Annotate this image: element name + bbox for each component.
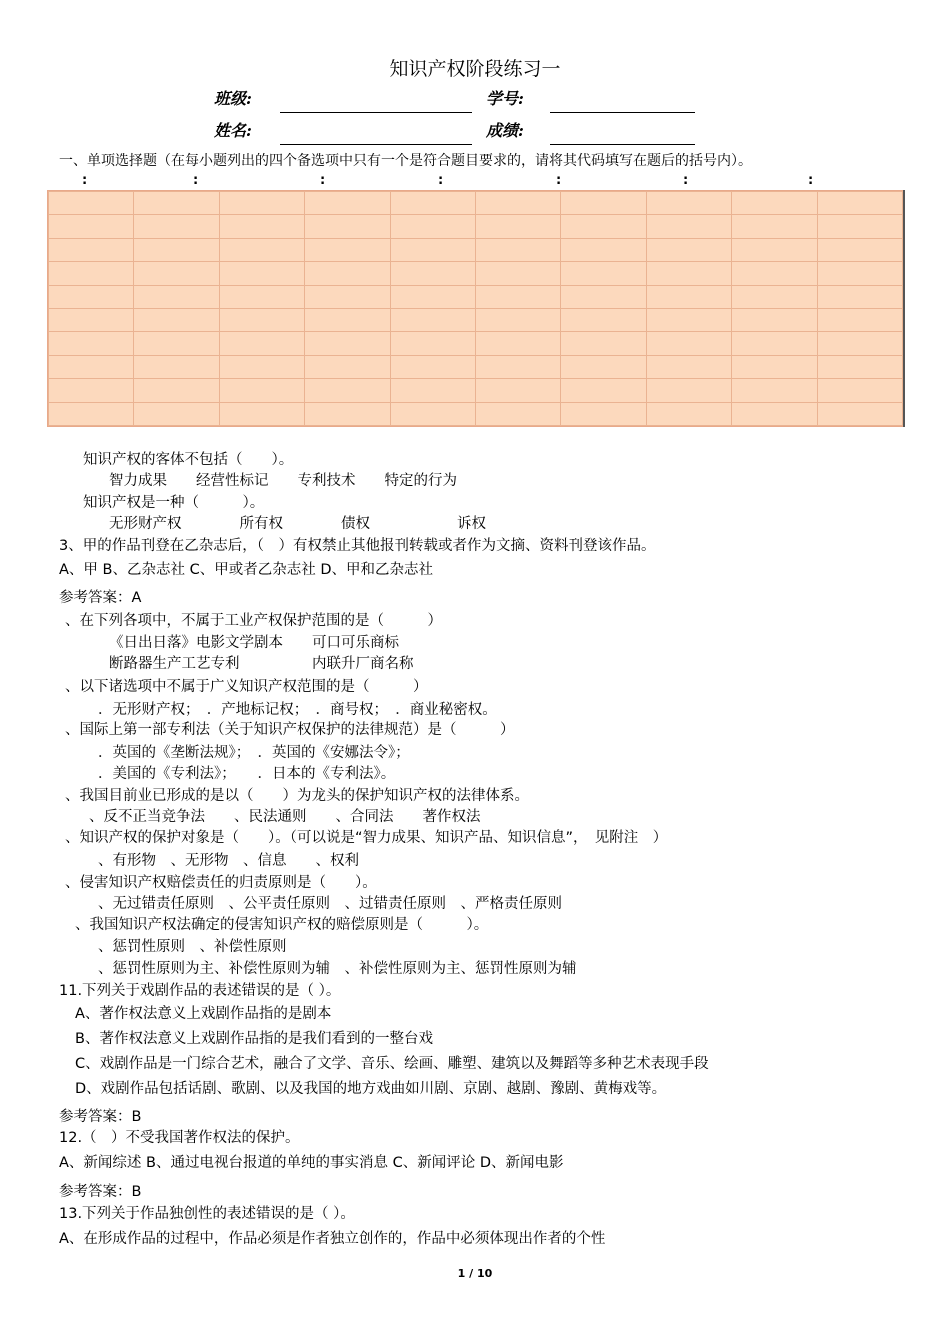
answer-grid-cell[interactable] (390, 192, 475, 215)
answer-grid-cell[interactable] (475, 308, 560, 331)
option-line: A、新闻综述 B、通过电视台报道的单纯的事实消息 C、新闻评论 D、新闻电影 (59, 1155, 564, 1171)
colon-marker: : (808, 173, 814, 188)
answer-grid-cell[interactable] (49, 262, 134, 285)
answer-grid-cell[interactable] (219, 262, 304, 285)
answer-grid-cell[interactable] (561, 192, 646, 215)
option-line: 智力成果 经营性标记 专利技术 特定的行为 (109, 473, 457, 489)
question-line: 、国际上第一部专利法（关于知识产权保护的法律规范）是（ ） (65, 722, 515, 738)
answer-grid-row (49, 379, 903, 402)
answer-grid-cell[interactable] (475, 285, 560, 308)
colon-marker: : (82, 173, 88, 188)
answer-grid-cell[interactable] (475, 332, 560, 355)
answer-grid-cell[interactable] (817, 308, 902, 331)
answer-grid-cell[interactable] (817, 332, 902, 355)
answer-grid-cell[interactable] (390, 332, 475, 355)
answer-grid-cell[interactable] (561, 308, 646, 331)
option-line: 《日出日落》电影文学剧本 可口可乐商标 (109, 635, 399, 651)
answer-grid-cell[interactable] (475, 355, 560, 378)
answer-grid-cell[interactable] (561, 402, 646, 425)
answer-grid-cell[interactable] (305, 262, 390, 285)
section-heading: 一、单项选择题（在每小题列出的四个备选项中只有一个是符合题目要求的，请将其代码填写在题后的括号内）。 (59, 153, 752, 169)
answer-grid-cell[interactable] (49, 285, 134, 308)
answer-grid-cell[interactable] (134, 332, 219, 355)
answer-grid-cell[interactable] (475, 262, 560, 285)
question-line: 知识产权的客体不包括（ ）。 (83, 452, 294, 468)
answer-grid-cell[interactable] (561, 332, 646, 355)
answer-grid-cell[interactable] (561, 355, 646, 378)
answer-grid-cell[interactable] (305, 379, 390, 402)
class-field-line[interactable] (280, 112, 472, 113)
answer-grid-row (49, 308, 903, 331)
answer-grid-cell[interactable] (390, 402, 475, 425)
answer-grid-cell[interactable] (49, 192, 134, 215)
question-line: 、我国知识产权法确定的侵害知识产权的赔偿原则是（ ）。 (75, 917, 489, 933)
answer-grid-cell[interactable] (49, 308, 134, 331)
colon-marker: : (193, 173, 199, 188)
answer-grid-cell[interactable] (561, 238, 646, 261)
option-line: ．美国的《专利法》； ．日本的《专利法》。 (98, 766, 396, 782)
answer-grid-cell[interactable] (646, 308, 731, 331)
option-line: 、无过错责任原则 、公平责任原则 、过错责任原则 、严格责任原则 (98, 896, 562, 912)
answer-grid-cell[interactable] (219, 285, 304, 308)
answer-grid-cell[interactable] (134, 238, 219, 261)
name-field-line[interactable] (280, 144, 472, 145)
question-line: 、我国目前业已形成的是以（ ）为龙头的保护知识产权的法律体系。 (65, 788, 529, 804)
colon-marker: : (683, 173, 689, 188)
answer-grid-cell[interactable] (561, 285, 646, 308)
question-line: 、以下诸选项中不属于广义知识产权范围的是（ ） (65, 679, 428, 695)
answer-grid-cell[interactable] (732, 238, 817, 261)
question-line: 13.下列关于作品独创性的表述错误的是（ ）。 (59, 1206, 355, 1222)
option-line: A、著作权法意义上戏剧作品指的是剧本 (75, 1006, 332, 1022)
colon-marker: : (438, 173, 444, 188)
answer-grid-cell[interactable] (817, 262, 902, 285)
answer-grid-cell[interactable] (49, 402, 134, 425)
answer-grid-cell[interactable] (134, 192, 219, 215)
option-line: 、有形物 、无形物 、信息 、权利 (98, 853, 359, 869)
answer-grid-cell[interactable] (817, 355, 902, 378)
answer-grid-cell[interactable] (49, 355, 134, 378)
answer-grid-cell[interactable] (646, 285, 731, 308)
answer-grid-cell[interactable] (134, 215, 219, 238)
answer-grid-cell[interactable] (475, 215, 560, 238)
option-line: A、在形成作品的过程中，作品必须是作者独立创作的，作品中必须体现出作者的个性 (59, 1231, 606, 1247)
answer-grid-cell[interactable] (646, 355, 731, 378)
answer-grid-cell[interactable] (305, 238, 390, 261)
answer-grid-row (49, 285, 903, 308)
score-label: 成绩: (486, 121, 524, 140)
answer-grid-cell[interactable] (732, 192, 817, 215)
answer-grid-cell[interactable] (732, 379, 817, 402)
answer-line: 参考答案：B (59, 1109, 142, 1125)
answer-line: 参考答案：B (59, 1184, 142, 1200)
answer-grid-cell[interactable] (732, 308, 817, 331)
answer-grid-cell[interactable] (49, 379, 134, 402)
answer-grid-cell[interactable] (561, 215, 646, 238)
option-line: ．英国的《垄断法规》； ．英国的《安娜法令》； (98, 745, 410, 761)
question-line: 11.下列关于戏剧作品的表述错误的是（ ）。 (59, 983, 341, 999)
answer-grid-cell[interactable] (646, 192, 731, 215)
answer-grid-cell[interactable] (646, 215, 731, 238)
answer-grid-cell[interactable] (305, 402, 390, 425)
page-title: 知识产权阶段练习一 (389, 58, 561, 80)
answer-grid-cell[interactable] (732, 215, 817, 238)
answer-grid-cell[interactable] (49, 332, 134, 355)
answer-grid-cell[interactable] (732, 262, 817, 285)
answer-grid-cell[interactable] (646, 402, 731, 425)
answer-grid-cell[interactable] (305, 192, 390, 215)
answer-grid-cell[interactable] (390, 285, 475, 308)
answer-grid-cell[interactable] (732, 285, 817, 308)
name-label: 姓名: (214, 121, 252, 140)
answer-grid-cell[interactable] (305, 285, 390, 308)
answer-grid-cell[interactable] (646, 379, 731, 402)
answer-grid-cell[interactable] (817, 379, 902, 402)
answer-grid-row (49, 262, 903, 285)
student-id-field-line[interactable] (550, 112, 695, 113)
answer-grid-cell[interactable] (219, 379, 304, 402)
answer-grid-cell[interactable] (134, 379, 219, 402)
page-number: 1 / 10 (457, 1267, 493, 1280)
answer-grid-cell[interactable] (817, 192, 902, 215)
class-label: 班级: (214, 89, 252, 108)
answer-line: 参考答案：A (59, 590, 142, 606)
answer-grid-cell[interactable] (646, 238, 731, 261)
answer-grid-cell[interactable] (390, 355, 475, 378)
answer-grid-cell[interactable] (390, 238, 475, 261)
answer-grid-cell[interactable] (475, 192, 560, 215)
answer-grid-cell[interactable] (134, 285, 219, 308)
score-field-line[interactable] (550, 144, 695, 145)
option-line: 、惩罚性原则为主、补偿性原则为辅 、补偿性原则为主、惩罚性原则为辅 (98, 961, 577, 977)
answer-grid-cell[interactable] (134, 262, 219, 285)
answer-grid-cell[interactable] (219, 192, 304, 215)
option-line: A、甲 B、乙杂志社 C、甲或者乙杂志社 D、甲和乙杂志社 (59, 562, 433, 578)
answer-grid-row (49, 192, 903, 215)
answer-grid-cell[interactable] (219, 402, 304, 425)
answer-grid-cell[interactable] (134, 402, 219, 425)
answer-grid-cell[interactable] (561, 262, 646, 285)
option-line: 断路器生产工艺专利 内联升厂商名称 (109, 656, 414, 672)
answer-grid-cell[interactable] (817, 238, 902, 261)
answer-grid-cell[interactable] (561, 379, 646, 402)
answer-grid-cell[interactable] (219, 332, 304, 355)
answer-grid-cell[interactable] (475, 238, 560, 261)
answer-grid-edge (903, 190, 905, 427)
answer-grid-row (49, 238, 903, 261)
question-line: 、在下列各项中，不属于工业产权保护范围的是（ ） (65, 613, 442, 629)
question-line: 知识产权是一种（ ）。 (83, 495, 265, 511)
answer-grid-row (49, 215, 903, 238)
answer-grid-cell[interactable] (732, 332, 817, 355)
answer-grid-cell[interactable] (390, 379, 475, 402)
answer-grid-cell[interactable] (49, 238, 134, 261)
option-line: ．无形财产权； ．产地标记权； ．商号权； ．商业秘密权。 (98, 702, 497, 718)
answer-grid-cell[interactable] (49, 215, 134, 238)
answer-grid-row (49, 332, 903, 355)
answer-grid (47, 190, 904, 427)
answer-grid-cell[interactable] (646, 332, 731, 355)
question-line: 12.（ ）不受我国著作权法的保护。 (59, 1130, 300, 1146)
answer-grid-cell[interactable] (475, 402, 560, 425)
colon-marker: : (320, 173, 326, 188)
answer-grid-cell[interactable] (305, 308, 390, 331)
answer-grid-row (49, 402, 903, 425)
answer-grid-cell[interactable] (817, 285, 902, 308)
answer-grid-cell[interactable] (732, 402, 817, 425)
answer-grid-row (49, 355, 903, 378)
answer-grid-cell[interactable] (390, 215, 475, 238)
option-line: D、戏剧作品包括话剧、歌剧、以及我国的地方戏曲如川剧、京剧、越剧、豫剧、黄梅戏等。 (75, 1081, 667, 1097)
question-line: 、知识产权的保护对象是（ ）。（可以说是“智力成果、知识产品、知识信息”， 见附注 ） (65, 830, 668, 846)
option-line: C、戏剧作品是一门综合艺术，融合了文学、音乐、绘画、雕塑、建筑以及舞蹈等多种艺术表现手段 (75, 1056, 709, 1072)
answer-grid-cell[interactable] (305, 355, 390, 378)
answer-grid-cell[interactable] (134, 308, 219, 331)
answer-grid-cell[interactable] (475, 379, 560, 402)
option-line: 、惩罚性原则 、补偿性原则 (98, 939, 287, 955)
question-line: 、侵害知识产权赔偿责任的归责原则是（ ）。 (65, 875, 377, 891)
answer-grid-cell[interactable] (732, 355, 817, 378)
option-line: B、著作权法意义上戏剧作品指的是我们看到的一整台戏 (75, 1031, 433, 1047)
answer-grid-cell[interactable] (219, 238, 304, 261)
answer-grid-cell[interactable] (305, 332, 390, 355)
answer-grid-cell[interactable] (817, 215, 902, 238)
answer-grid-cell[interactable] (646, 262, 731, 285)
answer-grid-cell[interactable] (390, 308, 475, 331)
answer-grid-cell[interactable] (219, 215, 304, 238)
question-line: 3、甲的作品刊登在乙杂志后，（ ）有权禁止其他报刊转载或者作为文摘、资料刊登该作品。 (59, 538, 656, 554)
answer-grid-cell[interactable] (817, 402, 902, 425)
colon-marker: : (556, 173, 562, 188)
option-line: 、反不正当竞争法 、民法通则 、合同法 著作权法 (89, 809, 481, 825)
answer-grid-cell[interactable] (305, 215, 390, 238)
answer-grid-cell[interactable] (134, 355, 219, 378)
answer-grid-cell[interactable] (390, 262, 475, 285)
answer-grid-cell[interactable] (219, 308, 304, 331)
option-line: 无形财产权 所有权 债权 诉权 (109, 516, 486, 532)
student-id-label: 学号: (486, 89, 524, 108)
answer-grid-cell[interactable] (219, 355, 304, 378)
